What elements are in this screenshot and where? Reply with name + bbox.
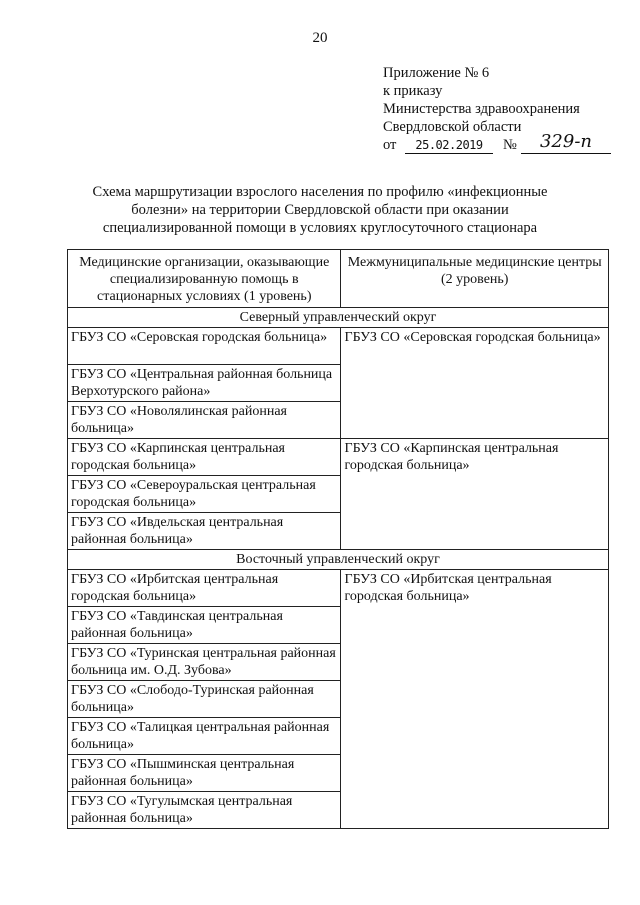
district-name: Северный управленческий округ xyxy=(68,308,609,328)
center-cell: ГБУЗ СО «Ирбитская центральная городская больница» xyxy=(341,570,609,829)
org-cell: ГБУЗ СО «Слободо-Туринская районная больница» xyxy=(68,681,341,718)
org-cell: ГБУЗ СО «Карпинская центральная городская больница» xyxy=(68,439,341,476)
org-cell: ГБУЗ СО «Талицкая центральная районная больница» xyxy=(68,718,341,755)
scheme-title: Схема маршрутизации взрослого населения по профилю «инфекционные болезни» на территории Свердловской области при оказании специализированной помощи в условиях круглосуточного стационара xyxy=(92,184,548,236)
org-cell: ГБУЗ СО «Ирбитская центральная городская больница» xyxy=(68,570,341,607)
appendix-line-2: к приказу xyxy=(383,83,443,99)
order-from-label: от xyxy=(383,137,397,153)
org-cell: ГБУЗ СО «Пышминская центральная районная больница» xyxy=(68,755,341,792)
center-cell: ГБУЗ СО «Серовская городская больница» xyxy=(341,328,609,439)
routing-table xyxy=(67,249,609,829)
district-name: Восточный управленческий округ xyxy=(68,550,609,570)
table-header-row xyxy=(68,250,609,308)
table-row xyxy=(68,570,609,607)
appendix-block xyxy=(383,64,633,156)
order-date: 25.02.2019 xyxy=(405,136,493,154)
org-cell: ГБУЗ СО «Серовская городская больница» xyxy=(68,328,341,365)
table-row xyxy=(68,439,609,476)
order-number: 329-п xyxy=(521,131,611,154)
district-row xyxy=(68,550,609,570)
header-level-2: Межмуниципальные медицинские центры (2 уровень) xyxy=(341,250,609,308)
district-row xyxy=(68,308,609,328)
org-cell: ГБУЗ СО «Североуральская центральная городская больница» xyxy=(68,476,341,513)
order-number-label: № xyxy=(503,137,517,153)
org-cell: ГБУЗ СО «Центральная районная больница Верхотурского района» xyxy=(68,365,341,402)
org-cell: ГБУЗ СО «Туринская центральная районная больница им. О.Д. Зубова» xyxy=(68,644,341,681)
header-level-1: Медицинские организации, оказывающие специализированную помощь в стационарных условиях (1 уровень) xyxy=(68,250,341,308)
appendix-line-3: Министерства здравоохранения xyxy=(383,101,580,117)
center-cell: ГБУЗ СО «Карпинская центральная городская больница» xyxy=(341,439,609,550)
order-line xyxy=(383,131,633,156)
org-cell: ГБУЗ СО «Тугулымская центральная районная больница» xyxy=(68,792,341,829)
org-cell: ГБУЗ СО «Новолялинская районная больница» xyxy=(68,402,341,439)
appendix-line-1: Приложение № 6 xyxy=(383,65,490,81)
appendix-line-4: Свердловской области xyxy=(383,119,522,135)
page-number: 20 xyxy=(312,30,328,46)
table-row xyxy=(68,328,609,365)
org-cell: ГБУЗ СО «Ивдельская центральная районная больница» xyxy=(68,513,341,550)
org-cell: ГБУЗ СО «Тавдинская центральная районная больница» xyxy=(68,607,341,644)
